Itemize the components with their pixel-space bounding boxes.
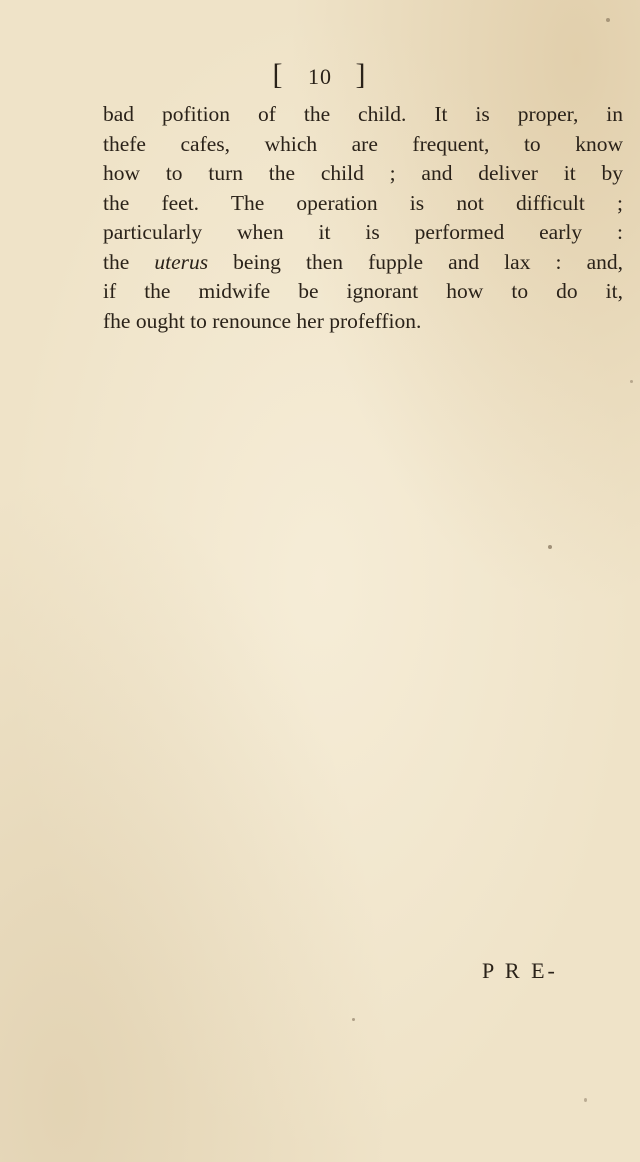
body-paragraph: [103, 100, 623, 336]
text-line: fhe ought to renounce her profeffion.: [103, 308, 422, 333]
foxing-speck: [584, 1098, 587, 1102]
text-line: the feet. The operation is not difficult ;: [103, 190, 623, 215]
foxing-speck: [548, 545, 552, 549]
foxing-speck: [606, 18, 610, 22]
text-line: thefe cafes, which are frequent, to know: [103, 131, 623, 156]
text-line: bad pofition of the child. It is proper, in: [103, 102, 623, 126]
bracket-close: ]: [355, 58, 368, 91]
foxing-speck: [630, 380, 633, 383]
text-line: how to turn the child ; and deliver it by: [103, 161, 623, 185]
italic-term: uterus: [154, 249, 209, 274]
page-number: 10: [308, 64, 332, 89]
text-line: particularly when it is performed early :: [103, 220, 623, 244]
page-header: [0, 58, 640, 92]
text-line: if the midwife be ignorant how to do it,: [103, 279, 623, 303]
foxing-speck: [352, 1018, 355, 1021]
bracket-open: [: [272, 58, 285, 91]
catchword: P R E-: [482, 958, 558, 983]
text-line: the uterus being then fupple and lax : and,: [103, 249, 623, 274]
